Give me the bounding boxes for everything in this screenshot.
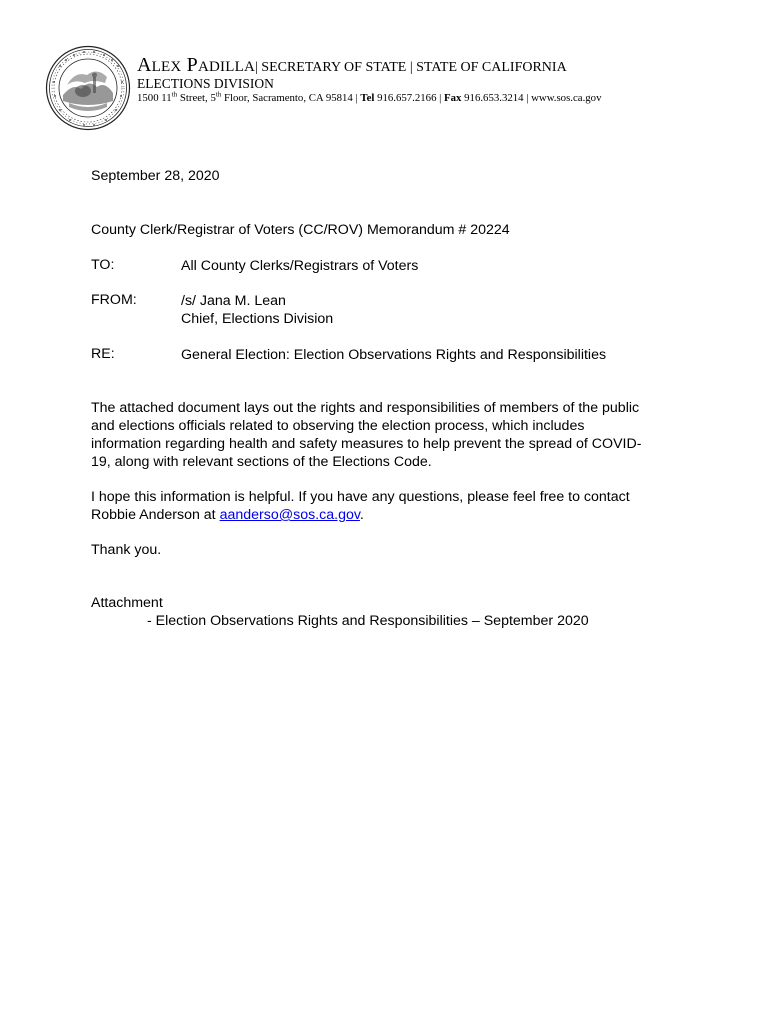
- letterhead-title: [137, 56, 757, 77]
- from-value: [181, 292, 333, 328]
- paragraph-contact: I hope this information is helpful. If you have any questions, please feel free to contact Robbie Anderson at aanderso@sos.ca.gov.: [91, 489, 630, 523]
- paragraph-intro: The attached document lays out the rights and responsibilities of members of the public and elections officials related to observing the election process, which includes information regarding health and safety measures to help prevent the spread of COVID- 19, along with relevant sections of the Elections Code.: [91, 400, 642, 470]
- from-label: FROM:: [91, 292, 137, 308]
- memo-subject-line: County Clerk/Registrar of Voters (CC/ROV) Memorandum # 20224: [91, 222, 510, 238]
- closing-thanks: Thank you.: [91, 542, 162, 558]
- address-line: 1500 11th Street, 5th Floor, Sacramento, CA 95814 | Tel 916.657.2166 | Fax 916.653.3214 | www.sos.ca.gov: [137, 90, 602, 104]
- office-title: | SECRETARY OF STATE | STATE OF CALIFORNIA: [254, 60, 567, 75]
- to-value: All County Clerks/Registrars of Voters: [181, 258, 419, 274]
- letterhead: [137, 56, 757, 106]
- attachment-label: Attachment: [91, 595, 163, 611]
- official-name: ALEX PADILLA: [137, 54, 255, 76]
- from-name: /s/ Jana M. Lean: [181, 293, 286, 309]
- re-value: General Election: Election Observations Rights and Responsibilities: [181, 347, 607, 363]
- from-title: Chief, Elections Division: [181, 311, 334, 327]
- to-label: TO:: [91, 257, 115, 273]
- state-seal-logo: [45, 45, 131, 131]
- memo-date: September 28, 2020: [91, 168, 220, 184]
- email-link[interactable]: aanderso@sos.ca.gov: [219, 507, 360, 523]
- division-name: ELECTIONS DIVISION: [137, 76, 274, 91]
- attachment-item: - Election Observations Rights and Responsibilities – September 2020: [147, 613, 589, 629]
- re-label: RE:: [91, 346, 115, 362]
